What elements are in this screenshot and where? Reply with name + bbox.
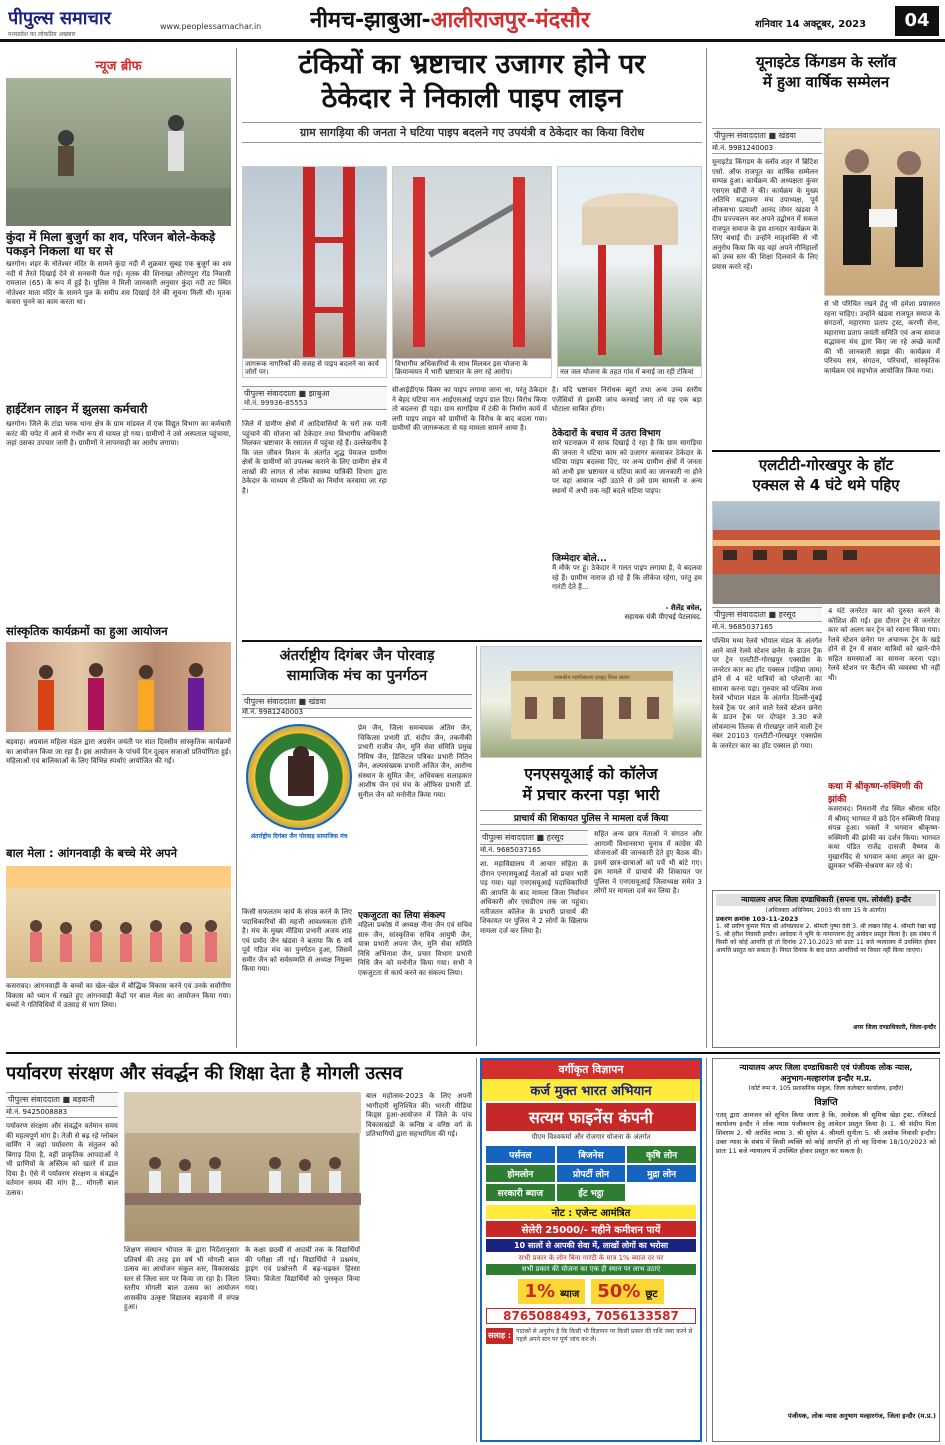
rail-story — [712, 455, 940, 885]
pipe-line-icon — [393, 167, 553, 379]
lead-quote-role: सहायक यंत्री पीएचई पेटलावद. — [624, 613, 702, 621]
ad-rate-box — [518, 1279, 585, 1304]
uk-headline-2: में हुआ वार्षिक सम्मेलन — [762, 73, 890, 91]
mogli-body-2: शिक्षण संस्थान भोपाल के द्वारा निर्देशानुसार प्रतिवर्ष की तरह इस वर्ष भी मोगली बाल उत्सव का आयोजन संकुल स्तर, विकासखंड स्तर से जिला स्तर पर किया जा रहा है। जिला स्तरीय मोगली बाल उत्सव का आयोजन शासकीय उत्कृष्ट विद्यालय बड़वानी में संपन्न हुआ। — [124, 1246, 239, 1311]
nsui-story — [480, 646, 702, 1046]
jain-body-1: प्रेम जैन, जिला समन्वयक अंतिम जैन, चिकित्सा प्रभारी डॉ. संदीप जैन, तकनीकी प्रभारी राजीव जैन, मुनि सेवा संमिति प्रमुख निमिष जैन, डिजिटल पत्रिका प्रभारी नितिन जैन, अल्पसंख्यक प्रभारी अजित जैन, आरोग्य संस्थान के सुमित जैन, अधिवक्ता सलाहकार आशीष जैन एवं मंच के ऑफिस प्रभारी डॉ. सुनील जैन को मनोनीत किया गया। — [358, 724, 472, 799]
page-number: 04 — [895, 6, 939, 36]
mogli-body-3: के कक्षा छठवीं से आठवीं तक के विद्यार्थियों की परीक्षा ली गई। विद्यार्थियों ने प्रश्नमंच, ड्राइंग एवं प्रश्नोत्तरी में बढ़-चढ़कर हिस्सा लिया। विजेता विद्यार्थियों को पुरस्कृत किया गया। — [245, 1246, 360, 1292]
classroom-icon — [125, 1093, 361, 1243]
court1-title: न्यायालय अपर जिला दण्डाधिकारी (सपना एम. लोवंशी) इन्दौर — [716, 894, 936, 906]
issue-date: शनिवार 14 अक्टूबर, 2023 — [755, 19, 867, 30]
nsui-subhead: प्राचार्य की शिकायत पुलिस ने मामला दर्ज किया — [480, 810, 702, 825]
ad-company: सत्यम फाइनेंस कंपनी — [486, 1103, 696, 1131]
lead-subhead-3: जिम्मेदार बोले... — [552, 554, 607, 564]
lead-subhead-2: ठेकेदारों के बचाव में उतरा विभाग — [552, 429, 661, 439]
news-brief-tag: न्यूज ब्रीफ — [95, 59, 142, 74]
region-title — [310, 4, 750, 38]
lead-story — [242, 48, 702, 638]
court1-case: प्रकरण क्रमांक 103-11-2023 — [716, 915, 799, 923]
news-brief-column — [6, 48, 231, 1048]
jain-story — [242, 646, 472, 1046]
ad-phone: 8765088493, 7056133587 — [486, 1308, 696, 1324]
lead-quote: मैं मौके पर हूं। ठेकेदार ने गलत पाइप लगाया है, वे बदलवा रहे हैं। ग्रामीण नाराज हो रहे हैं कि लीकेज रहेगा, परंतु हम गारंटी देते हैं... — [552, 564, 702, 591]
lead-headline-1: टंकियों का भ्रष्टाचार उजागर होने पर — [298, 49, 646, 80]
nsui-headline-1: एनएसयूआई को कॉलेज — [524, 765, 658, 783]
brief-1-title: कुंदा में मिला बुजुर्ग का शव, परिजन बोले-केकड़े पकड़ने निकला था घर से — [6, 230, 216, 258]
court2-sign: पंजीयक, लोक न्यास अनुभाग मल्हारगंज, जिला इन्दौर (म.प्र.) — [787, 1412, 936, 1420]
ad-loan-8: ईंट भट्ठा — [557, 1184, 626, 1201]
jain-byline — [242, 694, 472, 709]
nsui-mobile: मो.नं. 9685037165 — [480, 846, 588, 856]
ad-note: नोट : एजेन्ट आमंत्रित — [486, 1205, 696, 1219]
ad-rate-label: ब्याज — [560, 1289, 580, 1300]
ad-discount-label: छूट — [645, 1289, 658, 1300]
ad-line-3: सभी प्रकार की योजना का एक ही स्थान पर लाभ उठाएं — [486, 1264, 696, 1275]
nsui-byline-text: पीपुल्स संवाददाता ■ हरसूद — [482, 833, 564, 842]
region-black: नीमच-झाबुआ- — [310, 8, 431, 33]
ad-loan-3: कृषि लोन — [627, 1146, 696, 1163]
classified-ad — [480, 1058, 702, 1442]
ad-loan-5: प्रोपर्टी लोन — [557, 1165, 626, 1182]
ad-loan-1: पर्सनल — [486, 1146, 555, 1163]
brief-2-body: खरगोन। जिले के टांडा चरक थाना क्षेत्र के ग्राम मांडवल में एक विद्युत विभाग का कर्मचारी करंट की चपेट में आने से गंभीर रूप से घायल हो गया। ग्रामीणों ने उसे अस्पताल पहुंचाया, जहां उसका उपचार जारी है। ग्रामीणों ने लापरवाही का आरोप लगाया। — [6, 420, 231, 447]
brief-4-title: बाल मेला : आंगनवाड़ी के बच्चे मेरे अपने — [6, 846, 178, 860]
train-photo — [712, 501, 940, 603]
mogli-mobile: मो.नं. 9425008883 — [6, 1108, 118, 1118]
rail-subhead: कथा में श्रीकृष्ण-रुक्मिणी की झांकी — [828, 782, 923, 805]
ad-tagline: पीएम विश्वकर्मा और रोजगार योजना के अंतर्गत — [531, 1133, 651, 1141]
women-group-icon — [6, 642, 231, 732]
rail-headline-1: एलटीटी-गोरखपुर के हॉट — [758, 456, 894, 474]
uk-mobile: मो.नं. 9981240003 — [712, 144, 822, 154]
jain-byline-text: पीपुल्स संवाददाता ■ खंडवा — [244, 697, 326, 706]
logo-tagline: मध्यप्रदेश का लोकप्रिय अखबार — [8, 31, 76, 36]
uk-story — [712, 52, 940, 447]
jain-headline-2: सामाजिक मंच का पुनर्गठन — [286, 668, 428, 684]
rail-body-1: पश्चिम मध्य रेलवे भोपाल मंडल के अंतर्गत आने वाले रेलवे स्टेशन छनेरा के डाउन ट्रैक पर ट्रेन एलटीटी-गोरखपुर एक्सप्रेस के जनरेटर कार का हॉट एक्सल (पहिया जाम) होने से 4 घंटे यात्रियों को परेशानी का सामना करना पड़ा। गुरुवार को पश्चिम मध्य रेलवे भोपाल मंडल के अंतर्गत दिल्ली-मुंबई रेलवे ट्रैक पर आने वाले रेलवे स्टेशन छनेरा के डाउन ट्रैक पर दोपहर 3.30 बजे लोकमान्य तिलक से गोरखपुर जाने वाली ट्रेन नंबर 20103 एलटीटी-गोरखपुर एक्सप्रेस के जनरेटर कार का हॉट एक्सल हो गया। — [712, 637, 822, 750]
court-notice-2 — [712, 1058, 940, 1442]
brief-3-title: सांस्कृतिक कार्यक्रमों का हुआ आयोजन — [6, 624, 168, 638]
college-building-icon — [481, 647, 702, 759]
train-icon — [713, 502, 940, 604]
ad-advice: पाठकों से अनुरोध है कि किसी भी विज्ञापन पर किसी प्रकार की राशि जमा करने से पहले अपने स्तर पर पूर्ण जांच कर लें। — [516, 1328, 693, 1343]
uk-byline-text: पीपुल्स संवाददाता ■ खंडवा — [714, 131, 796, 140]
jain-headline-1: अंतर्राष्ट्रीय दिगंबर जैन पोरवाड़ — [279, 648, 435, 664]
anganwadi-photo — [6, 866, 231, 978]
site-url: www.peoplessamachar.in — [160, 22, 262, 31]
college-sign: शासकीय महाविद्यालय हरसूद जिला खंडवा — [554, 675, 630, 681]
lead-quote-by: - शैलेंद्र बघेल, — [665, 604, 702, 612]
river-photo — [6, 78, 231, 226]
ad-loan-4: होमलोन — [486, 1165, 555, 1182]
nsui-byline — [480, 830, 588, 845]
lead-body-3: है। यदि भ्रष्टाचार निरोधक ब्यूरो तथा अन्य उच्च स्तरीय एजेंसियों से इसकी जांच करवाई जाए तो यह एक बड़ा घोटाला साबित होगा। — [552, 386, 702, 413]
lead-caption-1: जागरूक नागरिकों की वजह से पाइप बदलने का कार्य जोरों पर। — [243, 358, 386, 377]
lead-body-1: जिले में ग्रामीण क्षेत्रों में आदिवासियों के घरों तक पानी पहुंचाने की योजना को ठेकेदार तथा विभागीय अधिकारी मिलकर भ्रष्टाचार के रसातल में पहुंचा रहे हैं। उल्लेखनीय है कि जल जीवन मिशन के अंतर्गत शुद्ध पेयजल ग्रामीण क्षेत्रों के ग्रामीणों को उपलब्ध कराने के लिए ग्रामीण क्षेत्र में लाखों की लागत से लोक स्वास्थ्य यांत्रिकी विभाग द्वारा ठेकेदार के माध्यम से टंकियों का निर्माण करवाया जा रहा है। — [242, 420, 387, 495]
lead-photo-2 — [392, 166, 552, 378]
ad-loan-6: मुद्रा लोन — [627, 1165, 696, 1182]
uk-byline — [712, 128, 822, 143]
court2-head: विज्ञप्ति — [814, 1098, 838, 1108]
logo-text: पीपुल्स समाचार — [8, 8, 111, 29]
court1-body: 1. श्री प्रवीण कुमार पिता श्री ओमप्रकाश 2. श्रीमती पुष्पा देवी 3. श्री लखन सिंह 4. श्रीमती रेखा बाई 5. श्री हरीश निवासी इन्दौर। आवेदक ने भूमि के नामान्तरण हेतु आवेदन प्रस्तुत किया है। इस संबंध में किसी को कोई आपत्ति हो तो दिनांक 27.10.2023 को प्रातः 11 बजे न्यायालय में उपस्थित होकर आपत्ति प्रस्तुत कर सकता है। नियत दिनांक के बाद प्राप्त आपत्तियों पर विचार नहीं किया जाएगा। — [716, 923, 936, 954]
nsui-body-1: शा. महाविद्यालय में आचार संहिता के दौरान एनएसयूआई नेताओं को प्रचार भारी पड़ गया। यहां एनएसयूआई पदाधिकारियों की आपत्ति के बाद मामला जिला निर्वाचन अधिकारी और एसडीएम तक जा पहुंचा। नतीजतन कॉलेज के प्रभारी प्राचार्य की शिकायत पर पुलिस ने 2 लोगों के खिलाफ मामला दर्ज कर लिया है। — [480, 860, 588, 935]
region-red: आलीराजपुर-मंदसौर — [430, 8, 590, 33]
lead-caption-2: विभागीय अधिकारियों के साथ मिलकर इस योजना के क्रियान्वयन में भारी भ्रष्टाचार के लग रहे आरोप। — [393, 358, 551, 377]
brief-1-body: खरगोन। शहर के नोतेश्वर मंदिर के सामने कुंदा नदी में शुक्रवार सुबह एक बुजुर्ग का शव नदी में तैरते दिखाई देने से सनसनी फैल गई। मृतक की शिनाख्त औरंगपुरा रोड निवासी रामलाल (65) के रूप में हुई है। पुलिस ने मिली जानकारी अनुसार कुंदा नदी तट स्थित नोतेश्वर माता मंदिर के सामने पुल के समीप शव दिखाई देने की सूचना मिली थी। मृतक कचरा चुनने का काम करता था। — [6, 260, 231, 306]
court1-sign: अपर जिला दण्डाधिकारी, जिला-इन्दौर — [853, 1024, 936, 1031]
lead-mobile: मो.नं. 99936-85553 — [244, 399, 308, 407]
lead-body-4: सारे घटनाक्रम में साफ दिखाई दे रहा है कि ग्राम सागड़िया की जनता ने घटिया काम को उजागर करवाकर ठेकेदार के घटिया पाइप बदलवा दिए, पर अन्य ग्रामीण क्षेत्रों में जनता को अभी इस भ्रष्टाचार व घटिया कार्य का जानकारी ना होने पर वहां आवाज नहीं उठाने से उसे ग्राम सामली व अन्य स्थानों में अभी तक नहीं बदले घटिया पाइप। — [552, 439, 702, 495]
nsui-body-2: सहित अन्य छात्र नेताओं ने संगठन और आगामी विधानसभा चुनाव में कांग्रेस की योजनाओं की जानकारी देते हुए बैठक की। इसमें छात्र-छात्राओं को पर्चे भी बांटे गए। इस मामले में प्राचार्य की शिकायत पर पुलिस ने एनएसयूआई जिलाध्यक्ष समेत 3 लोगों पर मामला दर्ज कर लिया है। — [594, 830, 702, 895]
ad-rates — [486, 1279, 696, 1304]
lead-photo-3 — [557, 166, 702, 378]
jain-subhead: एकजुटता का लिया संकल्प — [358, 911, 446, 921]
ad-advice-row — [486, 1328, 696, 1344]
ad-loan-2: बिजनेस — [557, 1146, 626, 1163]
lead-caption-3: नल जल योजना के तहत गांव में बनाई जा रही टंकियां — [558, 366, 701, 377]
ad-header: वर्गीकृत विज्ञापन — [482, 1060, 700, 1079]
lead-headline-2: ठेकेदार ने निकाली पाइप लाइन — [321, 83, 623, 114]
lead-photo-1 — [242, 166, 387, 378]
rail-mobile: मो.नं. 9685037165 — [712, 623, 822, 633]
rail-byline-text: पीपुल्स संवाददाता ■ हरसूद — [714, 610, 796, 619]
nsui-headline-2: में प्रचार करना पड़ा भारी — [522, 786, 660, 804]
uk-photo — [824, 128, 940, 296]
court2-subtitle: (कोर्ट रूम नं. 105 प्रशासनिक संकुल, जिला कलेक्टर कार्यालय, इन्दौर) — [748, 1085, 904, 1092]
jain-logo — [246, 724, 352, 830]
jain-col-2 — [358, 908, 472, 1044]
jain-emblem-icon — [248, 726, 352, 830]
cultural-photo — [6, 642, 231, 732]
brief-3-body: बड़वाह। अग्रवाल महिला मंडल द्वारा अग्रसेन जयंती पर सात दिवसीय सांस्कृतिक कार्यक्रमों का आयोजन किया जा रहा है। इस आयोजन के पांचवें दिन दुल्हन सजाओ प्रतियोगिता हुई। महिलाओं एवं बालिकाओं के लिए विभिन्न स्पर्धाएं आयोजित की गईं। — [6, 738, 231, 765]
masthead — [0, 0, 945, 42]
ad-line-1: 10 सालों से आपकी सेवा में, लाखों लोगों का भरोसा — [486, 1239, 696, 1252]
rail-headline-2: एक्सल से 4 घंटे थमे पहिए — [752, 476, 900, 494]
mogli-body-1: पर्यावरण संरक्षण और संवर्द्धन वर्तमान समय की महत्वपूर्ण मांग है। तेजी से बढ़ रहे ग्लोबल वार्मिंग ने जहां पर्यावरण के संतुलन को बिगाड़ दिया है, वहीं प्राकृतिक आपदाओं ने भी प्राणियों के अस्तित्व को खतरे में डाल दिया है। ऐसे में पर्यावरण संरक्षण व संवर्द्धन वर्तमान समय की मांग है... मोगली बाल उत्सव। — [6, 1122, 118, 1197]
uk-body-2: से भी परिचित रखने हेतु भी हमेशा प्रयासरत रहना चाहिए। उन्होंने खंडवा राजपूत समाज के संगठनों, महाराणा प्रताप ट्रस्ट, करणी सेना, महाराणा प्रताप जयंती समिति एवं अन्य समाज सद्भावना मंच द्वारा किए जा रहे अच्छे कार्यों की भी जानकारी साझा की। कार्यक्रम में परिचय सत्र, संगठन, परिचर्चा, सांस्कृतिक कार्यक्रम एवं सहभोज आयोजित किया गया। — [824, 300, 940, 375]
rail-body-3: कसरावद। निमरानी रोड स्थित श्रीराम मंदिर में श्रीमद् भागवत में छठे दिन रुक्मिणी विवाह संपन्न हुआ। भक्तों ने भगवान श्रीकृष्ण-रुक्मिणी की झांकी का दर्शन किया। भागवत कथा पंडित राजेंद्र दासजी वैष्णव के मुखारविंद से भगवान कथा अमृत का झूम-झूमकर भक्ति-सेश्रवण कर रहे थे। — [828, 805, 940, 870]
mogli-byline-text: पीपुल्स संवाददाता ■ बड़वानी — [8, 1095, 95, 1104]
rail-col-2 — [828, 607, 940, 883]
jain-body-3: महिला प्रकोष्ठ में अध्यक्ष नीना जैन एवं सचिव सारु जैन, सांस्कृतिक सचिव आयुषी जैन, यात्रा प्रभारी अपना जैन, मुनि सेवा समिति निधि अभिनाश जैन, प्रचार विभाग प्रभारी निधि जैन को मनोनीत किया गया। सभी ने एकजुटता से कार्य करने का संकल्प लिया। — [358, 921, 472, 977]
lead-col-3 — [552, 386, 702, 636]
rail-body-2: 4 घंटे जनरेटर कार को दुरुस्त करने के कोशिश की गई। इस दौरान ट्रेन से जनरेटर कार को अलग कर ट्रेन को रवाना किया गया। रेलवे स्टेशन छनेरा पर अचानक ट्रेन के खड़े होने से ट्रेन में सवार यात्रियों को खाने-पीने सहित समस्याओं का सामना करना पड़ा। रेलवे स्टेशन पर कैंटीन की व्यवस्था भी नहीं थी। — [828, 607, 940, 682]
uk-body-1: यूनाइटेड किंगडम के स्लॉव शहर में ब्रिटिश एसो. ऑफ राजपूत का वार्षिक सम्मेलन सम्पन्न हुआ। कार्यक्रम की अध्यक्षता कुंवर एसएस खींची ने की। कार्यक्रम के मुख्य अतिथि सद्भावना मंच उपाध्यक्ष, पूर्व लोकसभा प्रत्याशी आनंद तोमर खंडवा ने दीप प्रज्ज्वलन कर अपने उद्बोधन में सकल राजपूत समाज के इस शानदार कार्यक्रम के लिए बधाई दी। उन्होंने मातृशक्ति से भी अनुरोध किया कि वह वहां अपने नौनिहालों को उच्च स्तर की शिक्षा दिलवाने के लिए प्रयास करते रहें। — [712, 158, 818, 271]
lead-byline-text: पीपुल्स संवाददाता ■ झाबुआ — [244, 389, 330, 398]
mogli-story — [6, 1058, 472, 1442]
ad-banner: कर्ज मुक्त भारत अभियान — [482, 1079, 700, 1101]
newspaper-logo — [8, 6, 158, 36]
lead-body-2: सीआईडीएफ किस्म का पाइप लगाया जाना था, परंतु ठेकेदार ने बेहद घटिया नान आईएसआई पाइप डाल दिए। विरोध किया तो बदलना ही पड़ा। ग्राम सागड़िया में टंकी के निर्माण कार्य में लगी पाइप लाइन को ग्रामीणों के विरोध के बाद बदला गया। ग्रामीणों की जागरूकता से यह मामला सामने आया है। — [392, 386, 547, 432]
ad-loan-grid — [482, 1142, 700, 1205]
tank-pillar-icon — [243, 167, 388, 379]
ad-advice-label: सलाह : — [486, 1328, 513, 1344]
rail-byline — [712, 607, 822, 622]
college-photo — [480, 646, 702, 758]
ad-discount-box — [591, 1279, 663, 1304]
people-in-river-icon — [6, 78, 231, 226]
jain-mobile: मो.नं. 9981240003 — [242, 708, 472, 718]
jain-logo-text: अंतर्राष्ट्रीय दिगंबर जैन पोरवाड़ सामाजिक मंच — [250, 833, 348, 840]
mogli-body-4: बाल महोत्सव-2023 के लिए अपनी भागीदारी सुनिश्चित की। भारती मीडिया किड्स हुआ-आयोजन में जिले के पांच विकासखंडों के कनिष्ठ व वरिष्ठ वर्ग के प्रतिभागियों द्वारा सहभागिता की गई। — [366, 1092, 472, 1138]
ad-salary: सेलेरी 25000/- महीने कमीशन पायें — [486, 1221, 696, 1237]
ad-loan-7: सरकारी ब्याज — [486, 1184, 555, 1201]
ad-discount: 50% — [597, 1281, 641, 1302]
court2-body: एतद् द्वारा आमजन को सूचित किया जाता है कि, आवेदक श्री सुमित्रा खेड़ा ट्रस्ट, रजिस्टर्ड कार्यालय इन्दौर ने लोक न्यास पंजीकरण हेतु आवेदन प्रस्तुत किया है। 1. श्री संदीप पिता शिवराम 2. श्री अरविंद व्यास 3. श्री सुरेश 4. श्रीमती सुनीता 5. श्री अशोक निवासी इन्दौर। उक्त न्यास के संबंध में किसी व्यक्ति को कोई आपत्ति हो तो वह दिनांक 18/10/2023 को प्रातः 11 बजे न्यायालय में उपस्थित होकर प्रस्तुत कर सकता है। — [716, 1111, 936, 1155]
two-men-icon — [825, 129, 940, 297]
lead-subhead: ग्राम सागड़िया की जनता ने घटिया पाइप बदलने गए उपयंत्री व ठेकेदार का किया विरोध — [242, 122, 702, 143]
mogli-photo — [124, 1092, 360, 1242]
mogli-byline — [6, 1092, 118, 1107]
children-group-icon — [6, 866, 231, 978]
uk-headline-1: यूनाइटेड किंगडम के स्लॉव — [755, 53, 897, 71]
court1-subtitle: (अधिवक्ता अधिनियम, 2003 की धारा 15 के अंतर्गत) — [765, 907, 887, 914]
ad-rate: 1% — [524, 1281, 556, 1302]
ad-line-2: सभी प्रकार के लोन बिना गारंटी के मात्र 1% ब्याज दर पर — [518, 1254, 664, 1262]
court-notice-1 — [712, 890, 940, 1048]
jain-body-2: किसी सफलतम कार्य के संपन्न करने के लिए पदाधिकारियों की महत्ती आवश्यकता होती है। मंच के मुख्य मीडिया प्रभारी अजय शाह एवं प्रमोद जैन खंडवा ने बताया कि 6 वर्ष पूर्व गठित मंच का पुनर्गठन हुआ, जिसमें समीर जैन को सर्वसम्मति से अध्यक्ष नियुक्त किया गया। — [242, 908, 352, 973]
water-tank-icon — [558, 167, 702, 379]
brief-4-body: कसरावद। आंगनवाड़ी के बच्चों का खेल-खेल में बौद्धिक विकास करने एवं उनके सर्वांगीण विकास को ध्यान में रखते हुए आंगनवाड़ी केंद्रों पर बाल मेला का आयोजन किया गया। बच्चों ने गतिविधियों में उत्साह से भाग लिया। — [6, 982, 231, 1009]
court2-title-2: अनुभाग-मल्हारगंज इन्दौर म.प्र. — [780, 1074, 872, 1083]
lead-byline — [242, 386, 387, 410]
mogli-headline: पर्यावरण संरक्षण और संवर्द्धन की शिक्षा देता है मोगली उत्सव — [6, 1063, 403, 1084]
court2-title: न्यायालय अपर जिला दण्डाधिकारी एवं पंजीयक लोक न्यास, — [739, 1063, 913, 1072]
brief-2-title: हाईटेंशन लाइन में झुलसा कर्मचारी — [6, 402, 148, 416]
